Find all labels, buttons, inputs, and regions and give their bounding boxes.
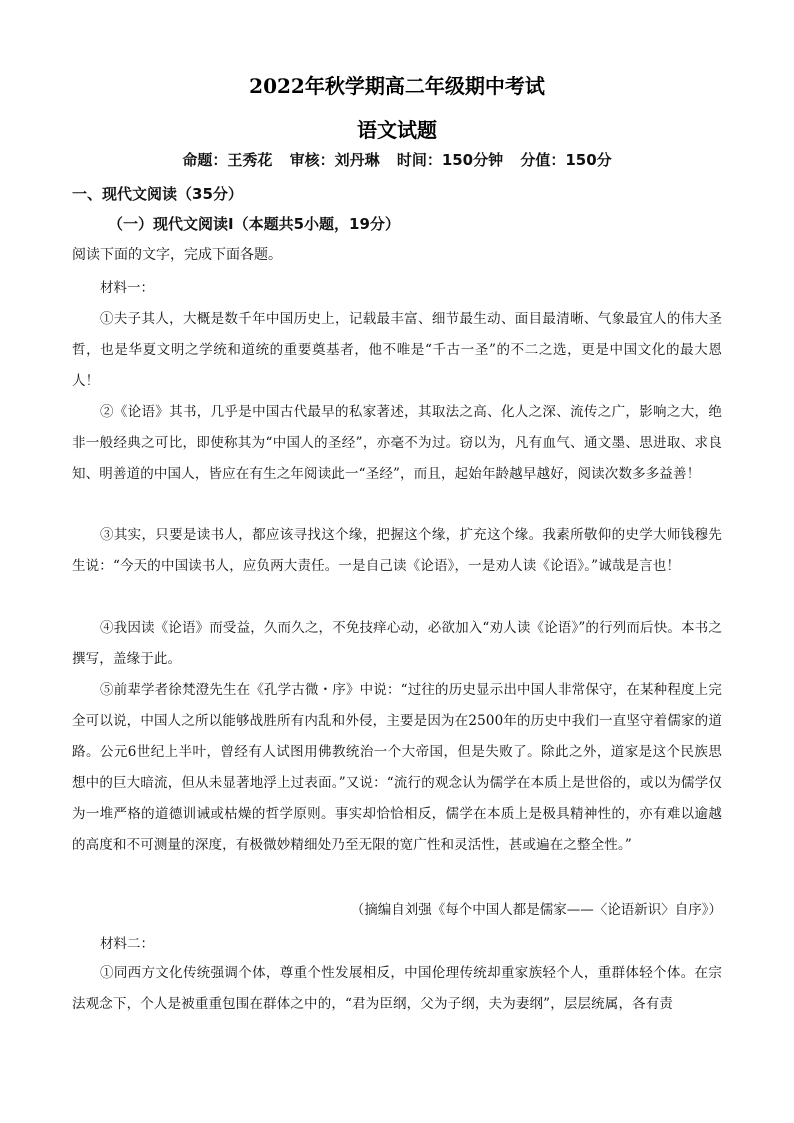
exam-title: 2022年秋学期高二年级期中考试 (249, 74, 545, 98)
instruction-text: 阅读下面的文字，完成下面各题。 (72, 247, 282, 263)
subsection-heading: （一）现代文阅读Ⅰ（本题共5小题，19分） (108, 215, 400, 233)
material-one-label: 材料一： (100, 280, 154, 296)
material-one-paragraph: ③其实，只要是读书人，都应该寻找这个缘，把握这个缘，扩充这个缘。我素所敬仰的史学大师钱穆先生说：“今天的中国读书人，应负两大责任。一是自己读《论语》，一是劝人读《论语》。”诚哉是言也！ (72, 527, 722, 574)
material-one-paragraph: ⑤前辈学者徐梵澄先生在《孔学古微・序》中说：“过往的历史显示出中国人非常保守，在某种程度上完全可以说，中国人之所以能够战胜所有内乱和外侵，主要是因为在2500年的历史中我们一直坚守着儒家的道路。公元6世纪上半叶，曾经有人试图用佛教统治一个大帝国，但是失败了。除此之外，道家是这个民族思想中的巨大暗流，但从未显著地浮上过表面。”又说：“流行的观念认为儒学在本质上是世俗的，或以为儒学仅为一堆严格的道德训诫或枯燥的哲学原则。事实却恰恰相反，儒学在本质上是极具精神性的，亦有难以逾越的高度和不可测量的深度，有极微妙精细处乃至无限的宽广性和灵活性，甚或遍在之整全性。” (72, 682, 722, 853)
reviewer-info: 审核：刘丹琳 (289, 151, 380, 169)
material-one-paragraph: ②《论语》其书，几乎是中国古代最早的私家著述，其取法之高、化人之深、流传之广，影响之大，绝非一般经典之可比，即使称其为“中国人的圣经”，亦毫不为过。窃以为，凡有血气、通文墨、思进取、求良知、明善道的中国人，皆应在有生之年阅读此一“圣经”，而且，起始年龄越早越好，阅读次数多多益善！ (72, 404, 722, 482)
subject-title: 语文试题 (357, 118, 437, 142)
material-two-paragraph: ①同西方文化传统强调个体，尊重个性发展相反，中国伦理传统却重家族轻个人，重群体轻个体。在宗法观念下，个人是被重重包围在群体之中的，“君为臣纲，父为子纲，夫为妻纲”，层层统属，各有责 (72, 965, 722, 1012)
material-two-label: 材料二： (100, 936, 154, 952)
exam-meta (0, 149, 794, 170)
material-one-source: （摘编自刘强《每个中国人都是儒家——〈论语新识〉自序》） (350, 902, 722, 918)
section-heading: 一、现代文阅读（35分） (72, 185, 243, 203)
time-info: 时间：150分钟 (396, 151, 504, 169)
material-one-paragraph: ④我因读《论语》而受益，久而久之，不免技痒心动，必欲加入“劝人读《论语》”的行列而后快。本书之撰写，盖缘于此。 (72, 620, 722, 667)
material-one-paragraph: ①夫子其人，大概是数千年中国历史上，记载最丰富、细节最生动、面目最清晰、气象最宜人的伟大圣哲，也是华夏文明之学统和道统的重要奠基者，他不唯是“千古一圣”的不二之选，更是中国文化的最大恩人！ (72, 311, 722, 389)
score-info: 分值：150分 (520, 151, 612, 169)
author-info: 命题：王秀花 (182, 151, 273, 169)
